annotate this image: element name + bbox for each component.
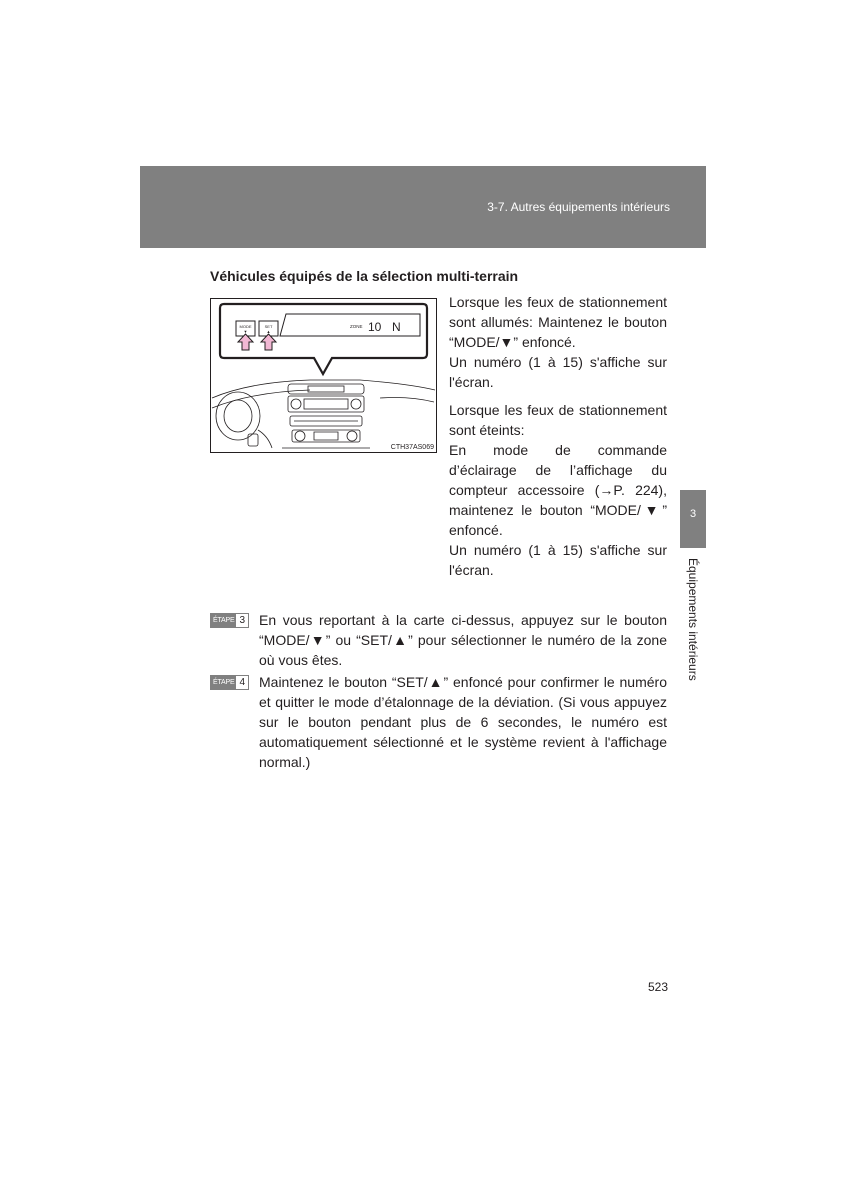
figure-code: CTH37AS069	[390, 444, 434, 451]
chapter-tab-label: Équipements intérieurs	[686, 558, 700, 681]
page-number: 523	[648, 980, 669, 994]
step-badge-label: ÉTAPE	[211, 676, 236, 689]
paragraph: Un numéro (1 à 15) s'affiche sur l'écran.	[449, 354, 667, 390]
chapter-tab-number: 3	[689, 508, 697, 520]
paragraph: En mode de commande d’éclairage de l’affichage du compteur accessoire (→P. 224), maintenez le bouton “MODE/▼” enfoncé.	[449, 442, 667, 538]
zone-value: 10	[368, 320, 382, 334]
header-section-title: 3-7. Autres équipements intérieurs	[487, 200, 670, 214]
zone-label: ZONE	[350, 324, 363, 329]
chapter-tab	[680, 490, 706, 548]
step-text: En vous reportant à la carte ci-dessus, appuyez sur le bouton “MODE/▼” ou “SET/▲” pour sélectionner le numéro de la zone où vous êtes.	[259, 612, 667, 668]
dashboard-illustration	[210, 298, 437, 453]
svg-text:▲: ▲	[266, 329, 271, 334]
svg-text:▼: ▼	[243, 329, 248, 334]
step-badge-number: 3	[236, 614, 248, 627]
step-text: Maintenez le bouton “SET/▲” enfoncé pour confirmer le numéro et quitter le mode d’étalonnage de la déviation. (Si vous appuyez sur le bouton pendant plus de 6 secondes, le numéro est automatiquement sélectionné et le système revient à l'affichage normal.)	[259, 674, 667, 770]
step-badge-label: ÉTAPE	[211, 614, 236, 627]
paragraph: Lorsque les feux de stationnement sont allumés: Maintenez le bouton “MODE/▼” enfoncé.	[449, 294, 667, 350]
step-badge	[210, 675, 249, 690]
mode-button-label: MODE	[239, 324, 252, 329]
step-4	[210, 672, 667, 772]
zone-direction: N	[392, 320, 401, 334]
step-badge-number: 4	[236, 676, 248, 689]
paragraph: Lorsque les feux de stationnement sont éteints:	[449, 402, 667, 438]
section-heading: Véhicules équipés de la sélection multi-terrain	[210, 268, 519, 284]
paragraph: Un numéro (1 à 15) s'affiche sur l'écran.	[449, 542, 667, 578]
set-button-label: SET	[264, 324, 273, 329]
step-badge	[210, 613, 249, 628]
instructions-column	[449, 292, 667, 580]
step-3	[210, 610, 667, 670]
header-band	[140, 166, 706, 248]
